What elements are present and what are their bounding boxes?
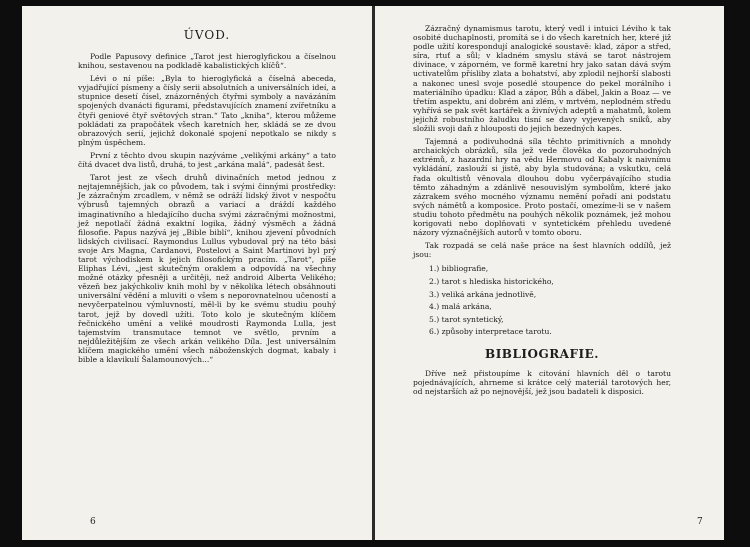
- left-page-text: [78, 28, 336, 368]
- paragraph: Lévi o ní píše: „Byla to hieroglyfická a číselná abeceda, vyjadřující písmeny a čísly serii absolutních a universálních ideí, a stupnice desetí čísel, znázorněných čtyřmi symboly a navázáním spojených dvanácti figurami, představujících znamení zvířetníku a čtyři geniové čtyř světových stran.“ Tato „kniha“, kterou můžeme pokládati za prapočátek všech karetních her, skládá se ze dvou obrazových serií, jejichž dokonalé spojení nepotkalo se nikdy s plným úspěchem.: [78, 74, 336, 147]
- list-item: 2.) tarot s hlediska historického,: [429, 276, 554, 286]
- list-item: 1.) bibliografie,: [429, 264, 489, 274]
- paragraph: Tajemná a podivuhodná síla těchto primitivních a mnohdy archaických obrázků, síla jež vede člověka do pozoruhodných extrémů, z hazardní hry na vědu Hermovu od Kabaly k naivnímu vykládání, zaslouží si jistě, aby byla studována; a vskutku, celá řada okultistů věnovala dlouhou dobu vyčerpávajícího studia těmto záhadným a zdánlivě nesouvislým symbolům, které jako zázrakem svého mocného významu nemění pořadí ani podstatu svých námětů a komposice. Proto postačí, omezíme-li se v našem studiu tohoto předmětu na pouhých několik poznámek, jež mohou korigovati nebo doplňovati v syntetickém přehledu uvedené názory význačnějších autorů v tomto oboru.: [413, 137, 671, 238]
- section-heading-bibliografie: BIBLIOGRAFIE.: [485, 346, 599, 361]
- list-item: 5.) tarot syntetický,: [429, 314, 504, 324]
- paragraph: Tarot jest ze všech druhů divinačních metod jednou z nejtajemnějších, jak co původem, tak i svými činnými prostředky: Je zázračným zrcadlem, v němž se odráží lidský život v nespočtu výbrusů tajemných obrazů a variací a dráždí každého imaginativního a hledajícího ducha svými zázračnými možnostmi, jež nepotlačí žádná exaktní logika, žádný výsměch a žádná filosofie. Papus nazývá jej „Bible biblí“, knihou zjevení původních lidských civilisací. Raymondus Lullus vybudoval prý na této bási svoje Ars Magna, Cardanovi, Postelovi a Saint Martinovi byl prý tarot východiskem k jejich filosofickým pracím. „Tarot“, píše Eliphas Lévi, „jest skutečným oraklem a odpovídá na všechny možné otázky přesněji a určitěji, než android Alberta Velikého; vězeň bez jakýchkoliv knih mohl by v několika létech obsáhnouti universální vědění a mluviti o všem s neporovnatelnou učeností a nevyčerpatelnou výmluvností, měl-li by ke svému studiu pouhý tarot, jejž by dovedl užíti. Toto kolo je skutečným klíčem řečnického umění a veliké moudrosti Raymonda Lulla, jest tajemstvím transmutace temnot ve světlo, prvním a nejdůležitějším ze všech arkán velikého Díla. Jest universálním klíčem magického umění všech náboženských dogmat, kabaly i bible a klavikulí Šalamounových...“: [78, 173, 336, 364]
- paragraph: První z těchto dvou skupin nazýváme „velikými arkány“ a tato čítá dvacet dva listů, druhá, to jest „arkána malá“, padesát šest.: [78, 150, 336, 170]
- left-page: [22, 6, 372, 540]
- right-page: [375, 6, 724, 540]
- paragraph: Tak rozpadá se celá naše práce na šest hlavních oddílů, jež jsou:: [413, 241, 671, 260]
- paragraph: Zázračný dynamismus tarotu, který vedl i intuici Léviho k tak osobité duchaplnosti, promítá se i do všech karetních her, které již podle užití korespondují analogické soustavě: klad, zápor a střed, síra, rtuť a sůl; v kladném smyslu stává se tarot nástrojem divinace, v záporném, ve formě karetní hry jako satan dává svým uctivatelům přísliby zlata a bohatství, aby zplodil nejhorší slabosti a nakonec unesl svoje posedlé stoupence do pekel morálního i materiálního úpadku: Klad a zápor, Bůh a ďábel, Jakin a Boaz — ve třetím aspektu, ani dobrém ani zlém, v mrtvém, neplodném středu vyhřívá se pak svět kartářek a živnívých adeptů a mahatmů, kolem jejichž robustního žaludku tisní se davy vyjevených sniků, aby složili svoji daň z hlouposti do jejich bezedných kapes.: [413, 24, 671, 134]
- list-item: 3.) veliká arkána jednotlivě,: [429, 289, 537, 299]
- sections-list: [413, 263, 671, 339]
- page-number-right: 7: [697, 517, 703, 527]
- list-item: 6.) způsoby interpretace tarotu.: [429, 327, 552, 337]
- right-page-text: [413, 24, 671, 400]
- page-heading-uvod: ÚVOD.: [183, 28, 231, 42]
- paragraph: Podle Papusovy definice „Tarot jest hieroglyfickou a číselnou knihou, sestavenou na podkladě kabalistických klíčů“.: [78, 52, 336, 71]
- page-number-left: 6: [90, 517, 96, 527]
- list-item: 4.) malá arkána,: [429, 302, 492, 312]
- paragraph: Dříve než přistoupíme k citování hlavních děl o tarotu pojednávajících, ahrneme si krátce celý materiál tarotových her, od nejstarších až po nejnovější, jež jsou badateli k disposici.: [413, 368, 671, 397]
